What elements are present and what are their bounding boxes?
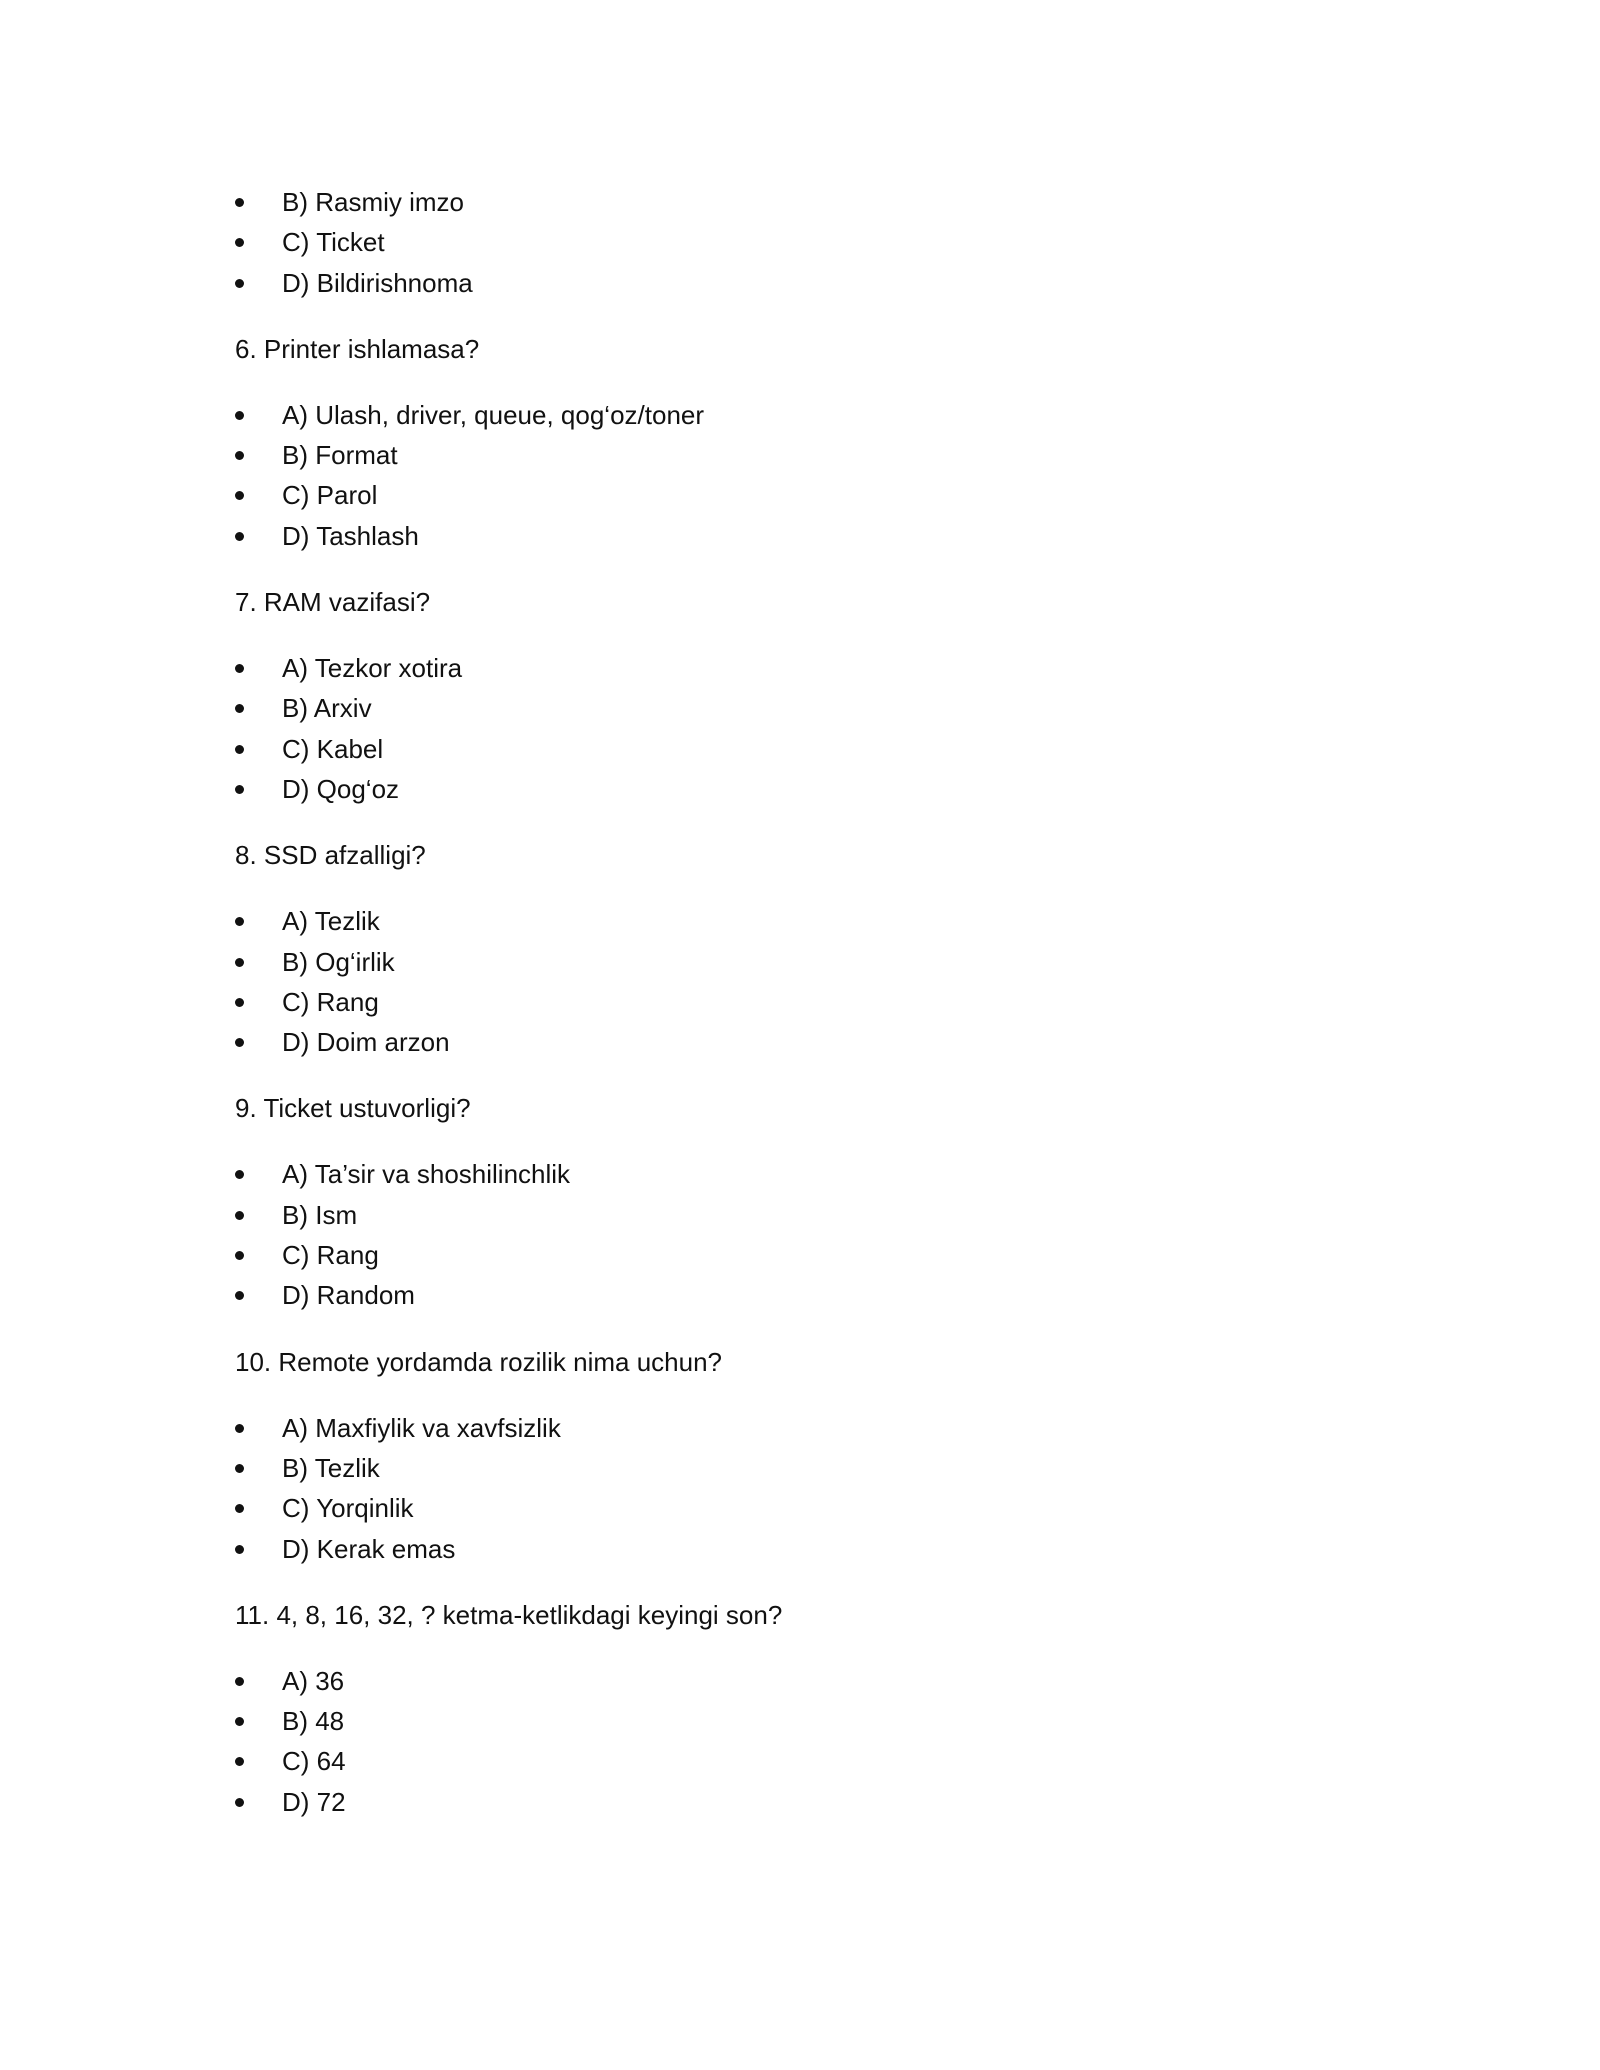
bullet-icon bbox=[235, 785, 244, 794]
answer-option bbox=[235, 1661, 1365, 1701]
option-label: D) Bildirishnoma bbox=[282, 267, 473, 298]
bullet-icon bbox=[235, 279, 244, 288]
answer-options-q7 bbox=[235, 648, 1365, 809]
question-8: 8. SSD afzalligi? bbox=[235, 840, 426, 871]
answer-option bbox=[235, 1275, 1365, 1315]
bullet-icon bbox=[235, 958, 244, 967]
answer-option bbox=[235, 688, 1365, 728]
option-label: D) Random bbox=[282, 1280, 415, 1311]
answer-options-q6 bbox=[235, 395, 1365, 556]
answer-option bbox=[235, 395, 1365, 435]
answer-option bbox=[235, 729, 1365, 769]
bullet-icon bbox=[235, 198, 244, 207]
answer-option bbox=[235, 1154, 1365, 1194]
option-label: B) Og‘irlik bbox=[282, 946, 395, 977]
option-label: D) Qog‘oz bbox=[282, 773, 400, 804]
option-label: B) Arxiv bbox=[282, 693, 372, 724]
answer-options-q11 bbox=[235, 1661, 1365, 1822]
answer-option bbox=[235, 1022, 1365, 1062]
bullet-icon bbox=[235, 411, 244, 420]
answer-option bbox=[235, 1448, 1365, 1488]
bullet-icon bbox=[235, 238, 244, 247]
option-label: D) Kerak emas bbox=[282, 1533, 456, 1564]
option-label: A) Tezkor xotira bbox=[282, 653, 463, 684]
bullet-icon bbox=[235, 1170, 244, 1179]
answer-option bbox=[235, 1701, 1365, 1741]
bullet-icon bbox=[235, 664, 244, 673]
answer-option bbox=[235, 1408, 1365, 1448]
bullet-icon bbox=[235, 532, 244, 541]
bullet-icon bbox=[235, 1798, 244, 1807]
bullet-icon bbox=[235, 917, 244, 926]
bullet-icon bbox=[235, 451, 244, 460]
option-label: B) Ism bbox=[282, 1199, 358, 1230]
answer-options-q5 bbox=[235, 182, 1365, 303]
option-label: C) 64 bbox=[282, 1746, 346, 1777]
answer-option bbox=[235, 942, 1365, 982]
answer-option bbox=[235, 475, 1365, 515]
answer-option bbox=[235, 435, 1365, 475]
option-label: A) Tezlik bbox=[282, 906, 380, 937]
bullet-icon bbox=[235, 491, 244, 500]
bullet-icon bbox=[235, 1677, 244, 1686]
answer-option bbox=[235, 1488, 1365, 1528]
answer-option bbox=[235, 1529, 1365, 1569]
question-6: 6. Printer ishlamasa? bbox=[235, 333, 480, 364]
option-label: D) Tashlash bbox=[282, 520, 419, 551]
question-7: 7. RAM vazifasi? bbox=[235, 587, 431, 618]
option-label: A) Ta’sir va shoshilinchlik bbox=[282, 1159, 571, 1190]
bullet-icon bbox=[235, 1291, 244, 1300]
option-label: A) Maxfiylik va xavfsizlik bbox=[282, 1412, 561, 1443]
answer-option bbox=[235, 1235, 1365, 1275]
question-10: 10. Remote yordamda rozilik nima uchun? bbox=[235, 1346, 723, 1377]
answer-option bbox=[235, 769, 1365, 809]
bullet-icon bbox=[235, 745, 244, 754]
answer-option bbox=[235, 648, 1365, 688]
bullet-icon bbox=[235, 1251, 244, 1260]
bullet-icon bbox=[235, 1464, 244, 1473]
answer-option bbox=[235, 263, 1365, 303]
bullet-icon bbox=[235, 1545, 244, 1554]
option-label: C) Rang bbox=[282, 1240, 379, 1271]
answer-option bbox=[235, 1782, 1365, 1822]
bullet-icon bbox=[235, 998, 244, 1007]
bullet-icon bbox=[235, 1717, 244, 1726]
option-label: A) 36 bbox=[282, 1665, 345, 1696]
answer-option bbox=[235, 182, 1365, 222]
option-label: C) Kabel bbox=[282, 733, 384, 764]
option-label: D) Doim arzon bbox=[282, 1027, 450, 1058]
question-11: 11. 4, 8, 16, 32, ? ketma-ketlikdagi keyingi son? bbox=[235, 1599, 783, 1630]
answer-option bbox=[235, 901, 1365, 941]
question-9: 9. Ticket ustuvorligi? bbox=[235, 1093, 471, 1124]
answer-options-q10 bbox=[235, 1408, 1365, 1569]
option-label: C) Ticket bbox=[282, 227, 385, 258]
bullet-icon bbox=[235, 704, 244, 713]
bullet-icon bbox=[235, 1757, 244, 1766]
option-label: B) Tezlik bbox=[282, 1452, 380, 1483]
answer-options-q8 bbox=[235, 901, 1365, 1062]
option-label: C) Rang bbox=[282, 986, 379, 1017]
option-label: C) Parol bbox=[282, 480, 378, 511]
bullet-icon bbox=[235, 1424, 244, 1433]
option-label: A) Ulash, driver, queue, qog‘oz/toner bbox=[282, 399, 705, 430]
answer-option bbox=[235, 982, 1365, 1022]
answer-option bbox=[235, 222, 1365, 262]
bullet-icon bbox=[235, 1504, 244, 1513]
option-label: C) Yorqinlik bbox=[282, 1493, 414, 1524]
option-label: B) Format bbox=[282, 440, 398, 471]
option-label: B) 48 bbox=[282, 1706, 345, 1737]
option-label: D) 72 bbox=[282, 1786, 346, 1817]
option-label: B) Rasmiy imzo bbox=[282, 187, 465, 217]
bullet-icon bbox=[235, 1038, 244, 1047]
answer-options-q9 bbox=[235, 1154, 1365, 1315]
answer-option bbox=[235, 516, 1365, 556]
answer-option bbox=[235, 1195, 1365, 1235]
answer-option bbox=[235, 1741, 1365, 1781]
bullet-icon bbox=[235, 1211, 244, 1220]
quiz-content bbox=[235, 182, 1365, 1822]
